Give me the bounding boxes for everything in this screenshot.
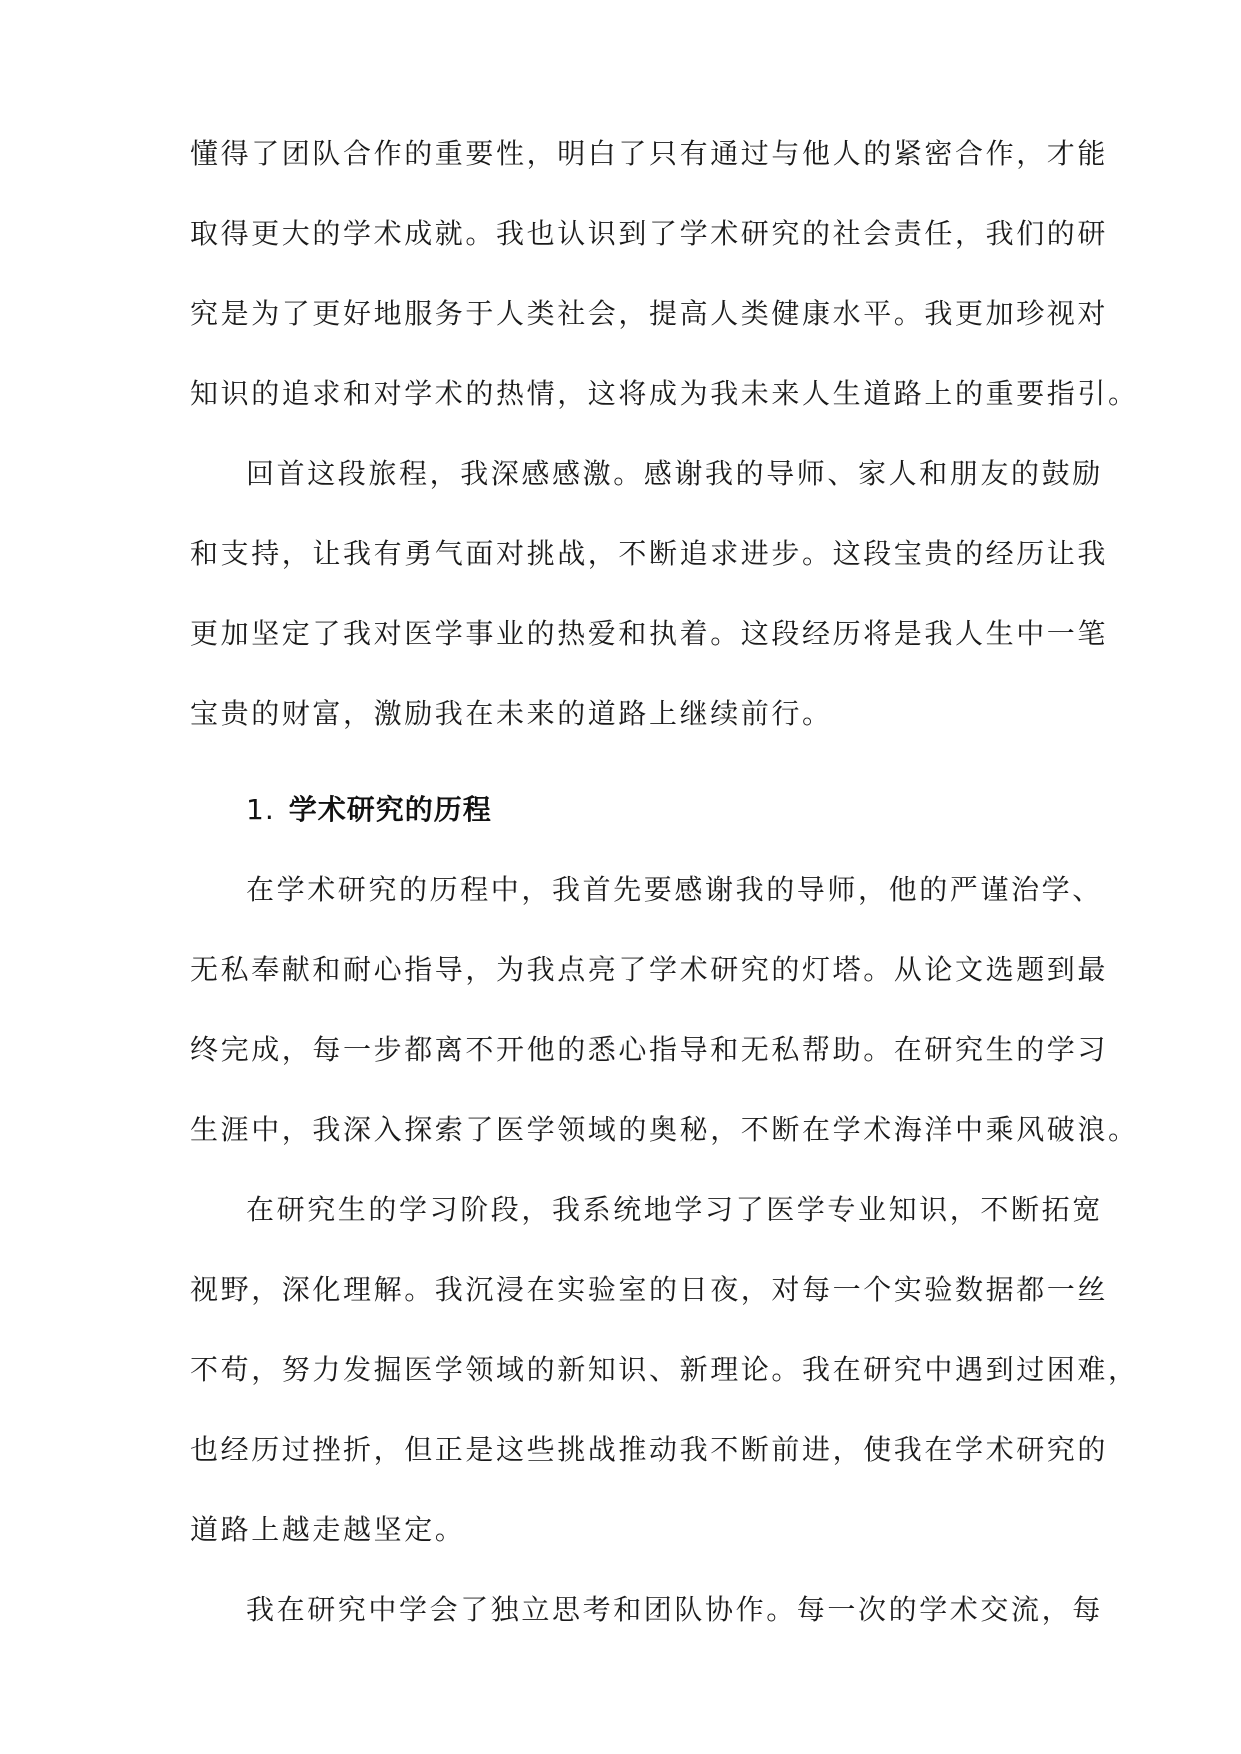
para3-line-4: 生涯中，我深入探索了医学领域的奥秘，不断在学术海洋中乘风破浪。 [190, 1113, 1139, 1146]
para1-line-1: 懂得了团队合作的重要性，明白了只有通过与他人的紧密合作，才能 [190, 137, 1109, 170]
para4-line-4: 也经历过挫折，但正是这些挑战推动我不断前进，使我在学术研究的 [190, 1433, 1109, 1466]
para1-line-4: 知识的追求和对学术的热情，这将成为我未来人生道路上的重要指引。 [190, 377, 1139, 410]
para3-line-2: 无私奉献和耐心指导，为我点亮了学术研究的灯塔。从论文选题到最 [190, 953, 1109, 986]
para4-line-5: 道路上越走越坚定。 [190, 1513, 466, 1546]
section-heading [246, 792, 492, 828]
para2-line-3: 更加坚定了我对医学事业的热爱和执着。这段经历将是我人生中一笔 [190, 617, 1109, 650]
para2-line-1: 回首这段旅程，我深感感激。感谢我的导师、家人和朋友的鼓励 [246, 457, 1103, 490]
para1-line-3: 究是为了更好地服务于人类社会，提高人类健康水平。我更加珍视对 [190, 297, 1109, 330]
para1-line-2: 取得更大的学术成就。我也认识到了学术研究的社会责任，我们的研 [190, 217, 1109, 250]
para5-line-1: 我在研究中学会了独立思考和团队协作。每一次的学术交流，每 [246, 1593, 1103, 1626]
para4-line-1: 在研究生的学习阶段，我系统地学习了医学专业知识，不断拓宽 [246, 1193, 1103, 1226]
para3-line-3: 终完成，每一步都离不开他的悉心指导和无私帮助。在研究生的学习 [190, 1033, 1109, 1066]
section-number: 1. [246, 793, 275, 826]
para2-line-2: 和支持，让我有勇气面对挑战，不断追求进步。这段宝贵的经历让我 [190, 537, 1109, 570]
section-title: 学术研究的历程 [288, 793, 492, 826]
para3-line-1: 在学术研究的历程中，我首先要感谢我的导师，他的严谨治学、 [246, 873, 1103, 906]
para2-line-4: 宝贵的财富，激励我在未来的道路上继续前行。 [190, 697, 833, 730]
para4-line-3: 不苟，努力发掘医学领域的新知识、新理论。我在研究中遇到过困难， [190, 1353, 1139, 1386]
para4-line-2: 视野，深化理解。我沉浸在实验室的日夜，对每一个实验数据都一丝 [190, 1273, 1109, 1306]
